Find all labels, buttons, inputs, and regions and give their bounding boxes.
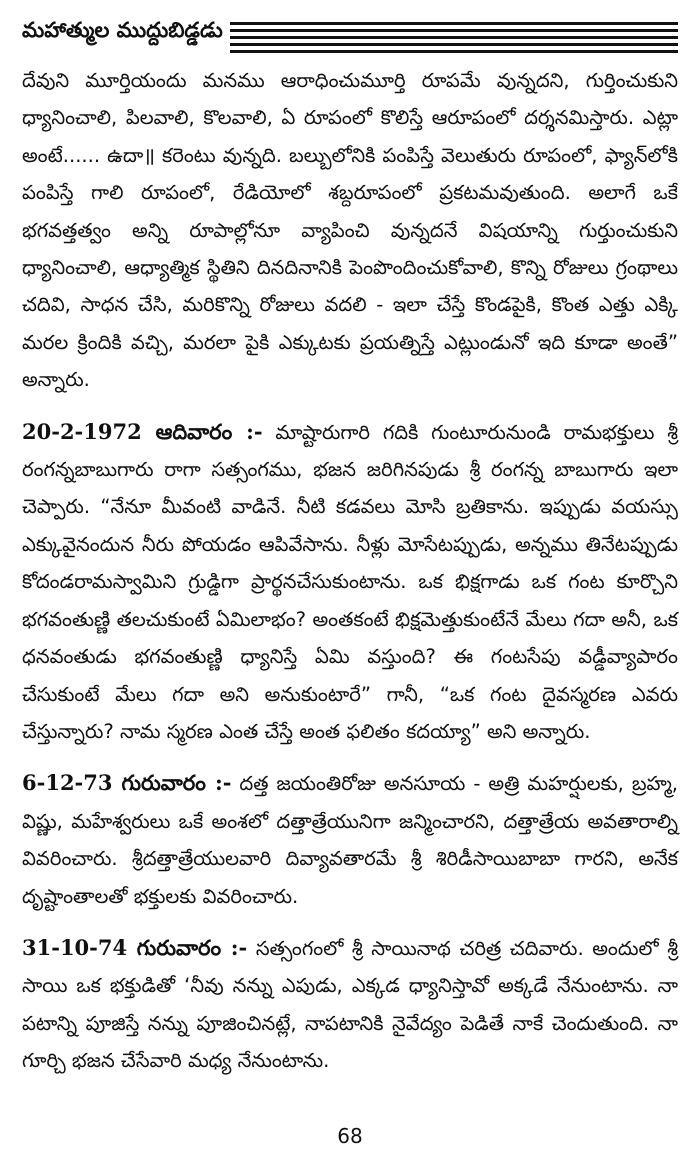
book-title: మహాత్ముల ముద్దుబిడ్డడు	[22, 18, 223, 42]
dated-entry	[22, 929, 678, 1080]
paragraph-text: దేవుని మూర్తియందు మనము ఆరాధించుమూర్తి రూపమే వున్నదని, గుర్తించుకుని ధ్యానించాలి, పిలవాలి, కొలవాలి, ఏ రూపంలో కొలిస్తే ఆరూపంలో దర్శనమిస్తారు. ఎట్లా అంటే...... ఉదా॥ కరెంటు వున్నది. బల్బులోనికి పంపిస్తే వెలుతురు రూపంలో, ఫ్యాన్‌లోకి పంపిస్తే గాలి రూపంలో, రేడియోలో శబ్దరూపంలో ప్రకటమవుతుంది. అలాగే ఒకే భగవత్తత్వం అన్ని రూపాల్లోనూ వ్యాపించి వున్నదనే విషయాన్ని గుర్తుంచుకుని ధ్యానించాలి, ఆధ్యాత్మిక స్థితిని దినదినానికి పెంపొందించుకోవాలి, కొన్ని రోజులు గ్రంథాలు చదివి, సాధన చేసి, మరికొన్ని రోజులు వదలి - ఇలా చేస్తే కొండపైకి, కొంత ఎత్తు ఎక్కి మరల క్రిందికి వచ్చి, మరలా పైకి ఎక్కుటకు ప్రయత్నిస్తే ఎట్లుండునో ఇది కూడా అంతే” అన్నారు.	[22, 69, 678, 392]
dated-entry	[22, 413, 678, 751]
header-rules	[230, 22, 678, 57]
entry-text: సత్సంగంలో శ్రీ సాయినాథ చరిత్ర చదివారు. అందులో శ్రీ సాయి ఒక భక్తుడితో ‘నీవు నన్ను ఎపుడు, ఎక్కడ ధ్యానిస్తావో అక్కడే నేనుంటాను. నా పటాన్ని పూజిస్తే నన్ను పూజించినట్లే, నాపటానికి నైవేద్యం పెడితే నాకే చెందుతుంది. నా గూర్చి భజన చేసేవారి మధ్య నేనుంటాను.	[22, 936, 679, 1073]
dated-entry	[22, 764, 678, 915]
entry-date-heading: 6-12-73 గురువారం :-	[22, 770, 232, 796]
entry-text: మాష్టారుగారి గదికి గుంటూరునుండి రామభక్తులు శ్రీ రంగన్నబాబుగారు రాగా సత్సంగము, భజన జరిగినపుడు శ్రీ రంగన్న బాబుగారు ఇలా చెప్పారు. “నేనూ మీవంటి వాడినే. నీటి కడవలు మోసి బ్రతికాను. ఇప్పుడు వయస్సు ఎక్కువైనందున నీరు పోయడం ఆపివేసాను. నీళ్లు మోసేటప్పుడు, అన్నము తినేటప్పుడు కోదండరామస్వామిని గ్రుడ్డిగా ప్రార్థనచేసుకుంటాను. ఒక భిక్షగాడు ఒక గంట కూర్చొని భగవంతుణ్ణి తలచుకుంటే ఏమిలాభం? అంతకంటే భిక్షమెత్తుకుంటేనే మేలు గదా అనీ, ఒక ధనవంతుడు భగవంతుణ్ణి ధ్యానిస్తే ఏమి వస్తుంది? ఈ గంటసేపు వడ్డీవ్యాపారం చేసుకుంటే మేలు గదా అని అనుకుంటారే” గానీ, “ఒక గంట దైవస్మరణ ఎవరు చేస్తున్నారు? నామ స్మరణ ఎంత చేస్తే అంత ఫలితం కదయ్యా” అని అన్నారు.	[22, 420, 678, 743]
header-rule	[230, 43, 678, 46]
header-rule	[230, 29, 678, 32]
page-number: 68	[337, 1124, 363, 1148]
header-rule	[230, 22, 678, 25]
running-header	[22, 14, 678, 60]
entry-date-heading: 20-2-1972 ఆదివారం :-	[22, 418, 263, 444]
entry-date-heading: 31-10-74 గురువారం :-	[22, 934, 248, 960]
header-rule	[230, 50, 678, 53]
paragraph	[22, 62, 678, 399]
page-body	[22, 62, 678, 1094]
entry-text: దత్త జయంతిరోజు అనసూయ - అత్రి మహర్షులకు, బ్రహ్మ, విష్ణు, మహేశ్వరులు ఒకే అంశలో దత్తాత్రేయునిగా జన్మించారని, దత్తాత్రేయ అవతారాల్ని వివరించారు. శ్రీదత్తాత్రేయులవారి దివ్యావతారమే శ్రీ శిరిడీసాయిబాబా గారని, అనేక దృష్టాంతాలతో భక్తులకు వివరించారు.	[22, 772, 678, 908]
header-rule	[230, 36, 678, 39]
